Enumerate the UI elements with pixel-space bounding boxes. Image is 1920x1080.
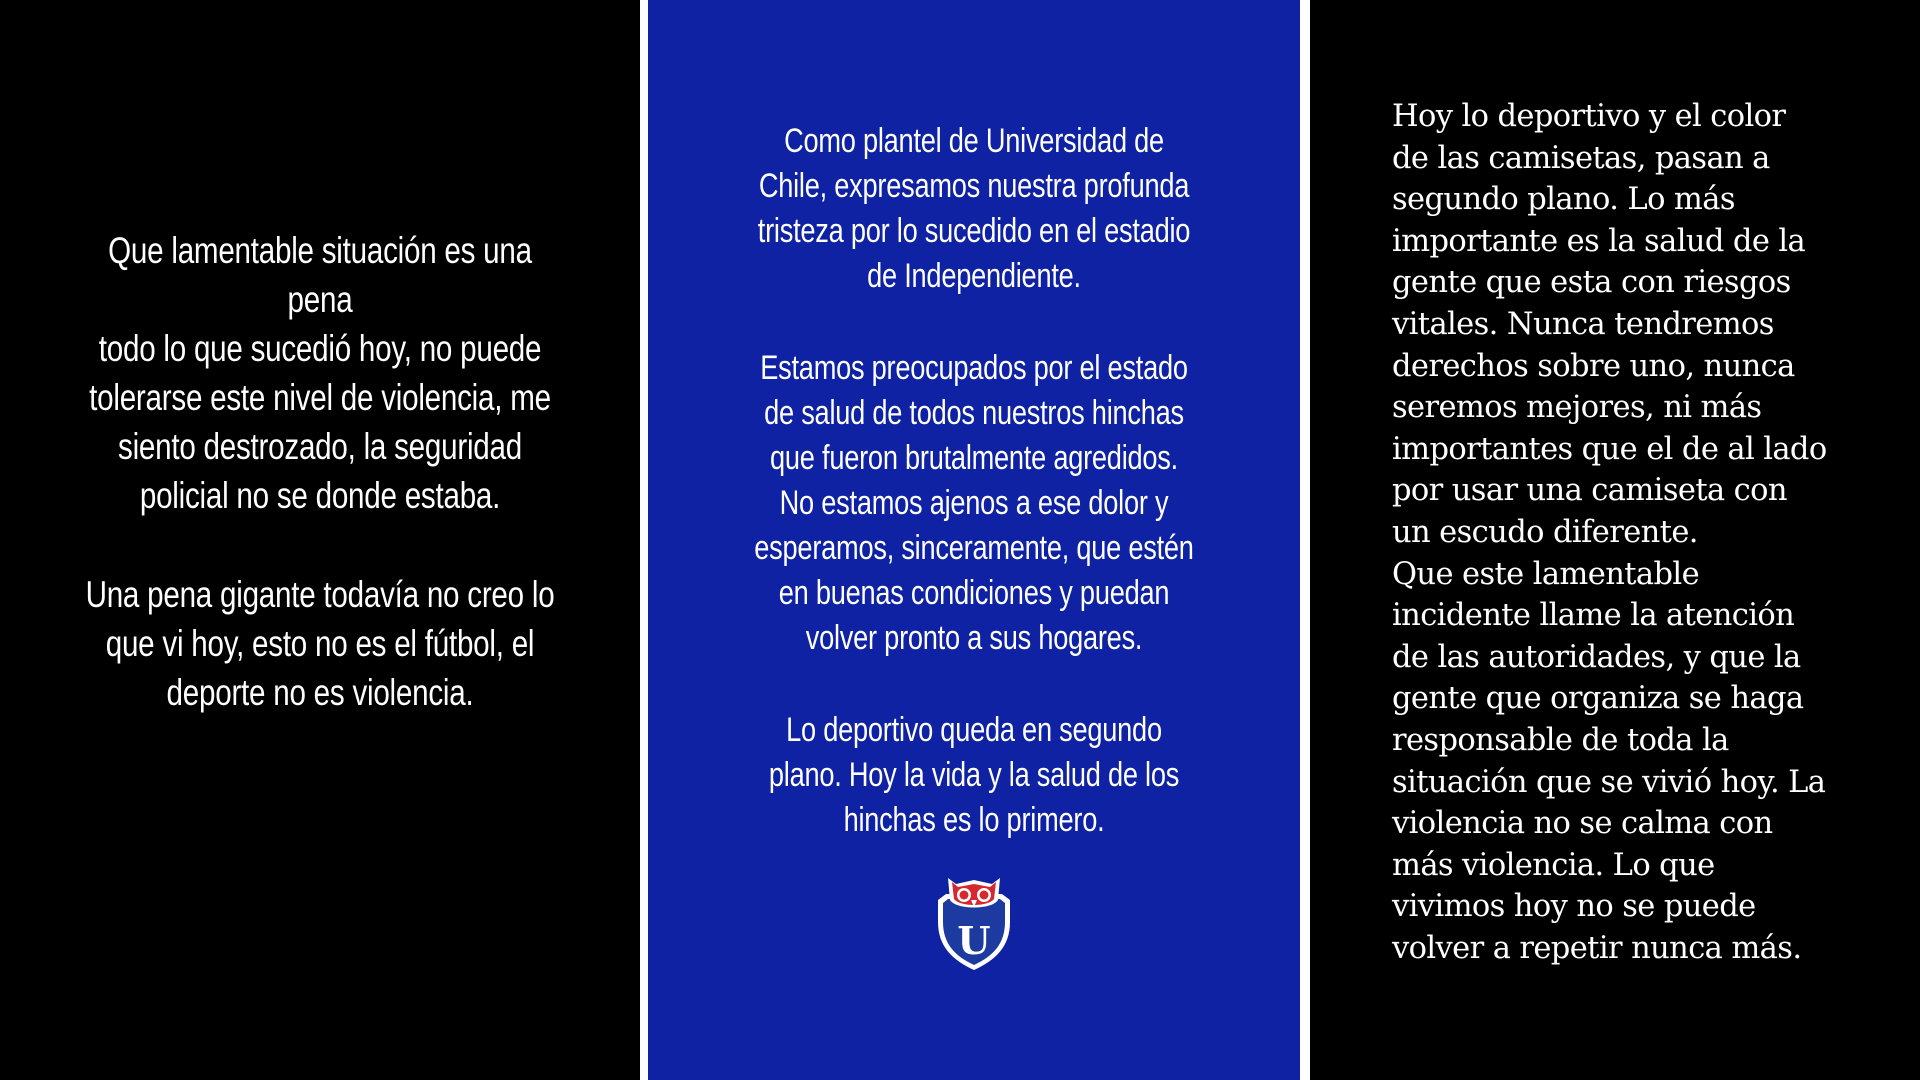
story-panel-middle — [648, 0, 1300, 1080]
right-text-block — [1392, 96, 1912, 969]
right-paragraph-2: Que este lamentable incidente llame la atención de las autoridades, y que la gente que organiza se haga responsable de toda la situación que se vivió hoy. La violencia no se calma con más violencia. Lo que vivimos hoy no se puede volver a repetir nunca más. — [1392, 556, 1826, 966]
left-paragraph-2: Una pena gigante todavía no creo lo que vi hoy, esto no es el fútbol, el deporte no es violencia. — [85, 574, 555, 713]
story-panel-left — [0, 0, 640, 1080]
right-paragraph-1: Hoy lo deportivo y el color de las camisetas, pasan a segundo plano. Lo más importante es la salud de la gente que esta con riesgos vitales. Nunca tendremos derechos sobre uno, nunca seremos mejores, ni más importantes que el de al lado por usar una camiseta con un escudo diferente. — [1392, 99, 1827, 550]
universidad-de-chile-crest-icon — [934, 870, 1014, 972]
left-paragraph-1: Que lamentable situación es una pena todo lo que sucedió hoy, no puede tolerarse este nivel de violencia, me siento destrozado, la seguridad policial no se donde estaba. — [89, 230, 551, 516]
middle-paragraph-3: Lo deportivo queda en segundo plano. Hoy la vida y la salud de los hinchas es lo primero. — [768, 711, 1180, 839]
middle-paragraph-1: Como plantel de Universidad de Chile, expresamos nuestra profunda tristeza por lo sucedido en el estadio de Independiente. — [757, 122, 1191, 295]
crest-letter: U — [957, 918, 991, 963]
story-panel-right — [1310, 0, 1920, 1080]
middle-paragraph-2: Estamos preocupados por el estado de salud de todos nuestros hinchas que fueron brutalmente agredidos. No estamos ajenos a ese dolor y esperamos, sinceramente, que estén en buenas condiciones y puedan volver pronto a sus hogares. — [754, 349, 1194, 657]
